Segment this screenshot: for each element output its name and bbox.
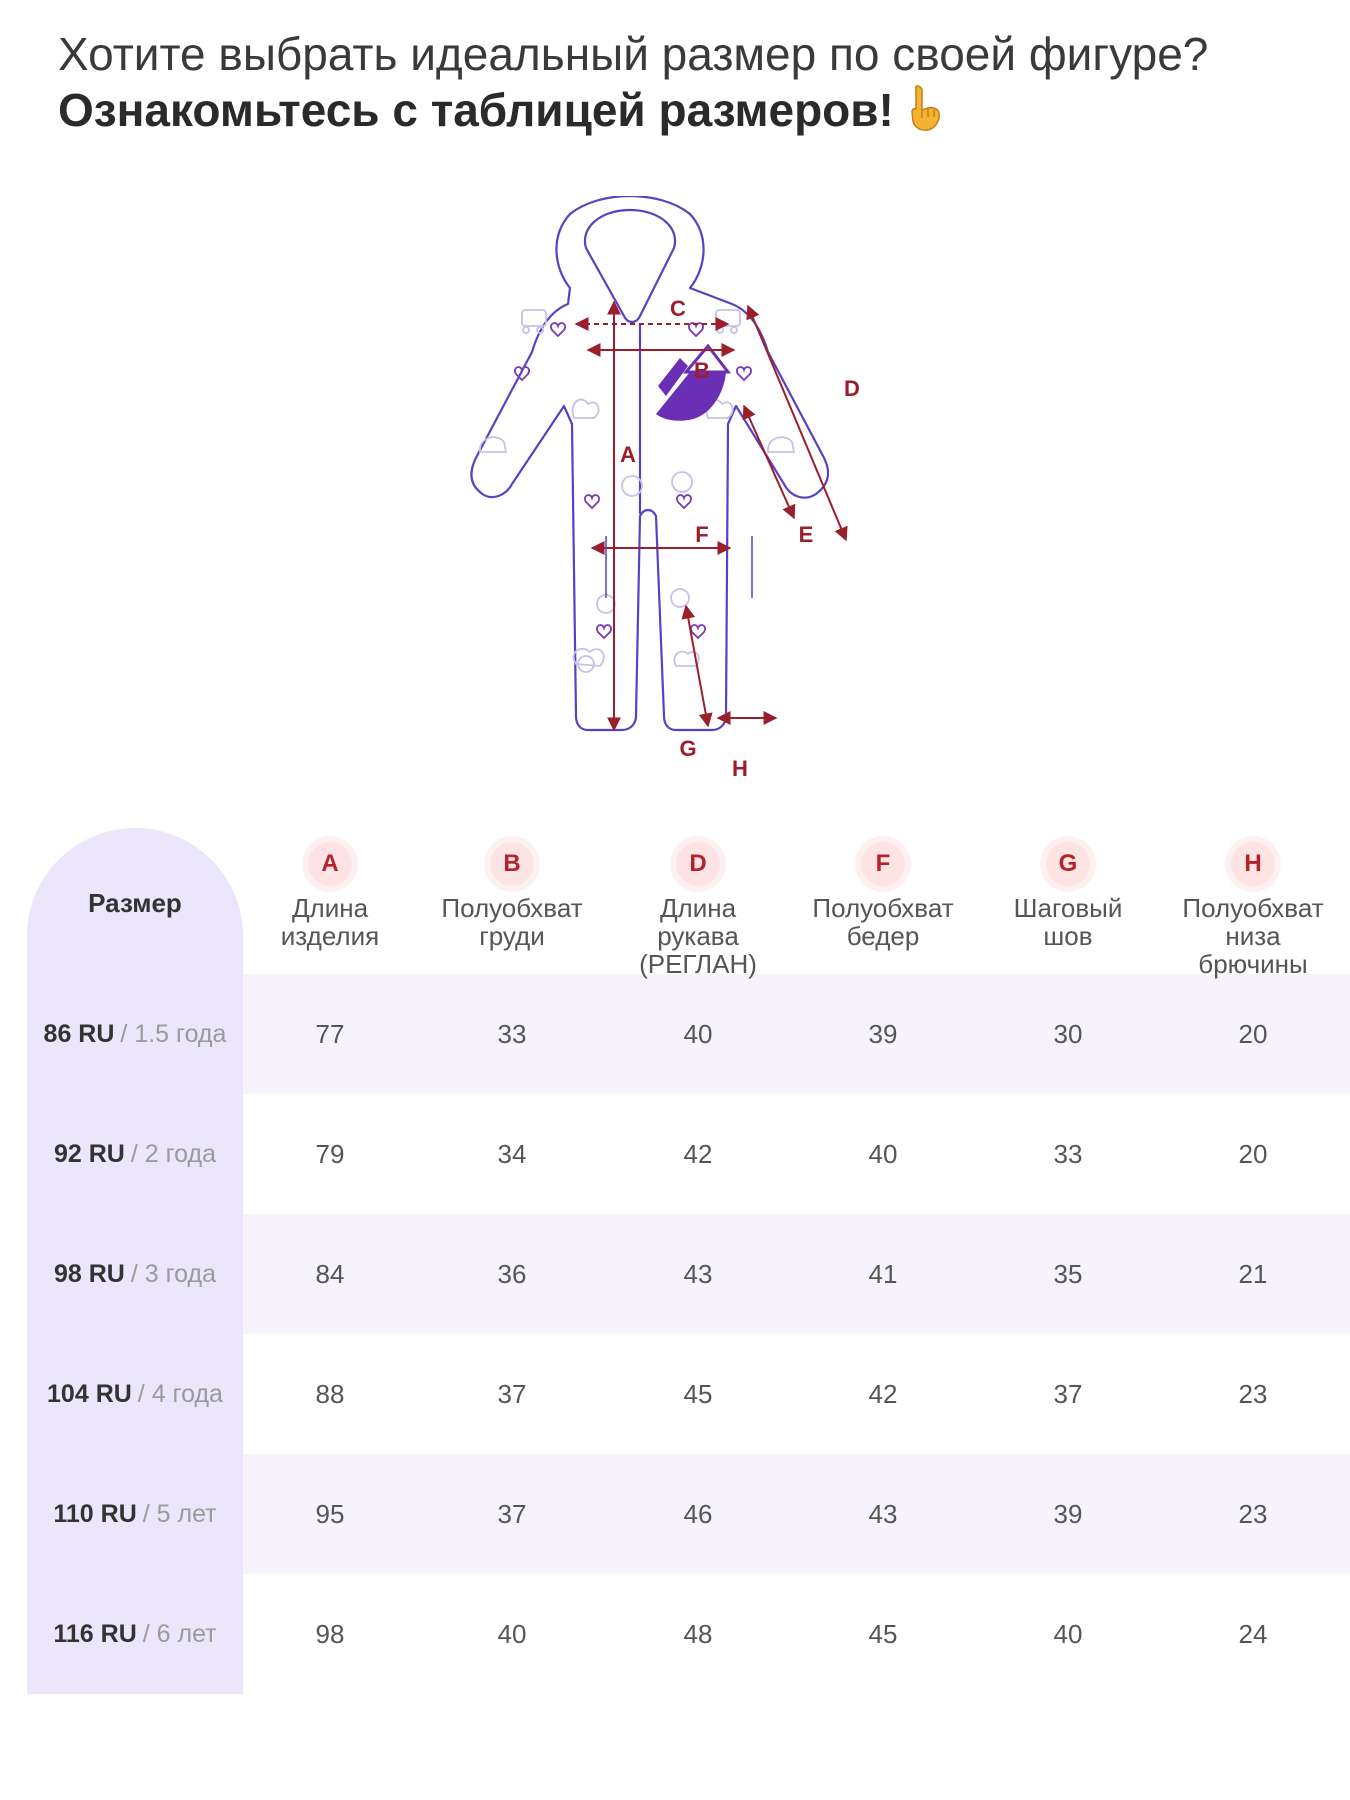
badge-letter: B — [503, 850, 521, 877]
header-line: рукава — [657, 921, 739, 951]
letter-badge — [1046, 842, 1090, 886]
cell-sleeve: 46 — [683, 1498, 713, 1529]
size-label — [27, 1094, 243, 1214]
cell-sleeve: 45 — [683, 1378, 713, 1409]
cell-hips: 40 — [868, 1138, 898, 1169]
size-ru: 116 RU — [53, 1619, 137, 1648]
size-ru: 104 RU — [47, 1379, 132, 1408]
column-header-h — [1163, 842, 1343, 978]
badge-letter: F — [875, 850, 891, 877]
header-line: низа — [1225, 921, 1281, 951]
cell-length: 95 — [315, 1498, 345, 1529]
size-age: / 6 лет — [142, 1619, 217, 1648]
cell-leg-opening: 20 — [1238, 1138, 1268, 1169]
badge-letter: G — [1058, 850, 1078, 877]
label-g: G — [679, 736, 697, 761]
headline-cta-text: Ознакомьтесь с таблицей размеров! — [58, 84, 894, 136]
table-row — [0, 1574, 1350, 1694]
cell-chest: 37 — [497, 1378, 527, 1409]
cell-sleeve: 40 — [683, 1018, 713, 1049]
header-line: Полуобхват — [1182, 893, 1324, 923]
size-label — [27, 1574, 243, 1694]
cell-sleeve: 43 — [683, 1258, 713, 1289]
table-row — [0, 974, 1350, 1094]
size-ru: 86 RU — [43, 1019, 115, 1048]
headline — [58, 26, 1338, 138]
cell-chest: 36 — [497, 1258, 527, 1289]
cell-length: 77 — [315, 1018, 345, 1049]
label-a: A — [620, 442, 636, 467]
size-age: / 1.5 года — [120, 1019, 227, 1048]
headline-question: Хотите выбрать идеальный размер по своей фигуре? — [58, 28, 1209, 80]
cell-inseam: 37 — [1053, 1378, 1083, 1409]
cell-length: 98 — [315, 1618, 345, 1649]
size-label — [27, 974, 243, 1094]
column-header-f — [793, 842, 973, 950]
letter-badge — [676, 842, 720, 886]
jumpsuit-outline — [472, 196, 829, 730]
header-line: шов — [1043, 921, 1093, 951]
size-label — [27, 1214, 243, 1334]
cell-length: 88 — [315, 1378, 345, 1409]
cell-hips: 43 — [868, 1498, 898, 1529]
label-c: C — [670, 296, 686, 321]
size-age: / 3 года — [130, 1259, 217, 1288]
column-header-b — [422, 842, 602, 950]
cell-sleeve: 42 — [683, 1138, 713, 1169]
table-row — [0, 1214, 1350, 1334]
header-line: Длина — [659, 893, 737, 923]
header-line: Длина — [291, 893, 369, 923]
label-d: D — [844, 376, 860, 401]
table-row — [0, 1334, 1350, 1454]
size-age: / 5 лет — [142, 1499, 217, 1528]
header-line: изделия — [280, 921, 380, 951]
cell-hips: 42 — [868, 1378, 898, 1409]
cell-sleeve: 48 — [683, 1618, 713, 1649]
pointing-down-hand-icon — [904, 84, 944, 132]
label-f: F — [695, 522, 709, 547]
header-line: (РЕГЛАН) — [639, 949, 757, 979]
badge-letter: H — [1244, 850, 1262, 877]
header-line: груди — [479, 921, 545, 951]
cell-inseam: 35 — [1053, 1258, 1083, 1289]
size-ru: 110 RU — [53, 1499, 137, 1528]
label-b: B — [694, 358, 710, 383]
cell-inseam: 30 — [1053, 1018, 1083, 1049]
header-line: бедер — [846, 921, 920, 951]
cell-inseam: 39 — [1053, 1498, 1083, 1529]
cell-leg-opening: 23 — [1238, 1378, 1268, 1409]
cell-length: 79 — [315, 1138, 345, 1169]
label-h: H — [732, 756, 748, 781]
cell-chest: 34 — [497, 1138, 527, 1169]
size-age: / 4 года — [137, 1379, 223, 1408]
size-age: / 2 года — [130, 1139, 217, 1168]
cell-leg-opening: 23 — [1238, 1498, 1268, 1529]
cell-chest: 33 — [497, 1018, 527, 1049]
size-column-header: Размер — [88, 888, 182, 918]
brand-logo-icon — [656, 346, 728, 421]
size-ru: 98 RU — [53, 1259, 125, 1288]
cell-chest: 40 — [497, 1618, 527, 1649]
badge-letter: A — [321, 850, 339, 877]
column-header-g — [978, 842, 1158, 950]
letter-badge — [308, 842, 352, 886]
column-header-a — [240, 842, 420, 950]
table-row — [0, 1454, 1350, 1574]
size-label — [27, 1454, 243, 1574]
header-line: Шаговый — [1013, 893, 1123, 923]
jumpsuit-measurement-diagram — [450, 196, 910, 816]
size-ru: 92 RU — [53, 1139, 125, 1168]
header-line: Полуобхват — [812, 893, 954, 923]
cell-chest: 37 — [497, 1498, 527, 1529]
letter-badge — [490, 842, 534, 886]
letter-badge — [861, 842, 905, 886]
headline-call-to-action — [58, 82, 1338, 138]
cell-leg-opening: 21 — [1238, 1258, 1268, 1289]
cell-leg-opening: 24 — [1238, 1618, 1268, 1649]
cell-leg-opening: 20 — [1238, 1018, 1268, 1049]
size-label — [27, 1334, 243, 1454]
cell-length: 84 — [315, 1258, 345, 1289]
column-header-d — [608, 842, 788, 978]
cell-inseam: 40 — [1053, 1618, 1083, 1649]
table-row — [0, 1094, 1350, 1214]
cell-hips: 45 — [868, 1618, 898, 1649]
cell-hips: 41 — [868, 1258, 898, 1289]
header-line: брючины — [1198, 949, 1308, 979]
letter-badge — [1231, 842, 1275, 886]
cell-hips: 39 — [868, 1018, 898, 1049]
badge-letter: D — [689, 850, 707, 877]
header-line: Полуобхват — [441, 893, 583, 923]
label-e: E — [798, 522, 814, 547]
cell-inseam: 33 — [1053, 1138, 1083, 1169]
